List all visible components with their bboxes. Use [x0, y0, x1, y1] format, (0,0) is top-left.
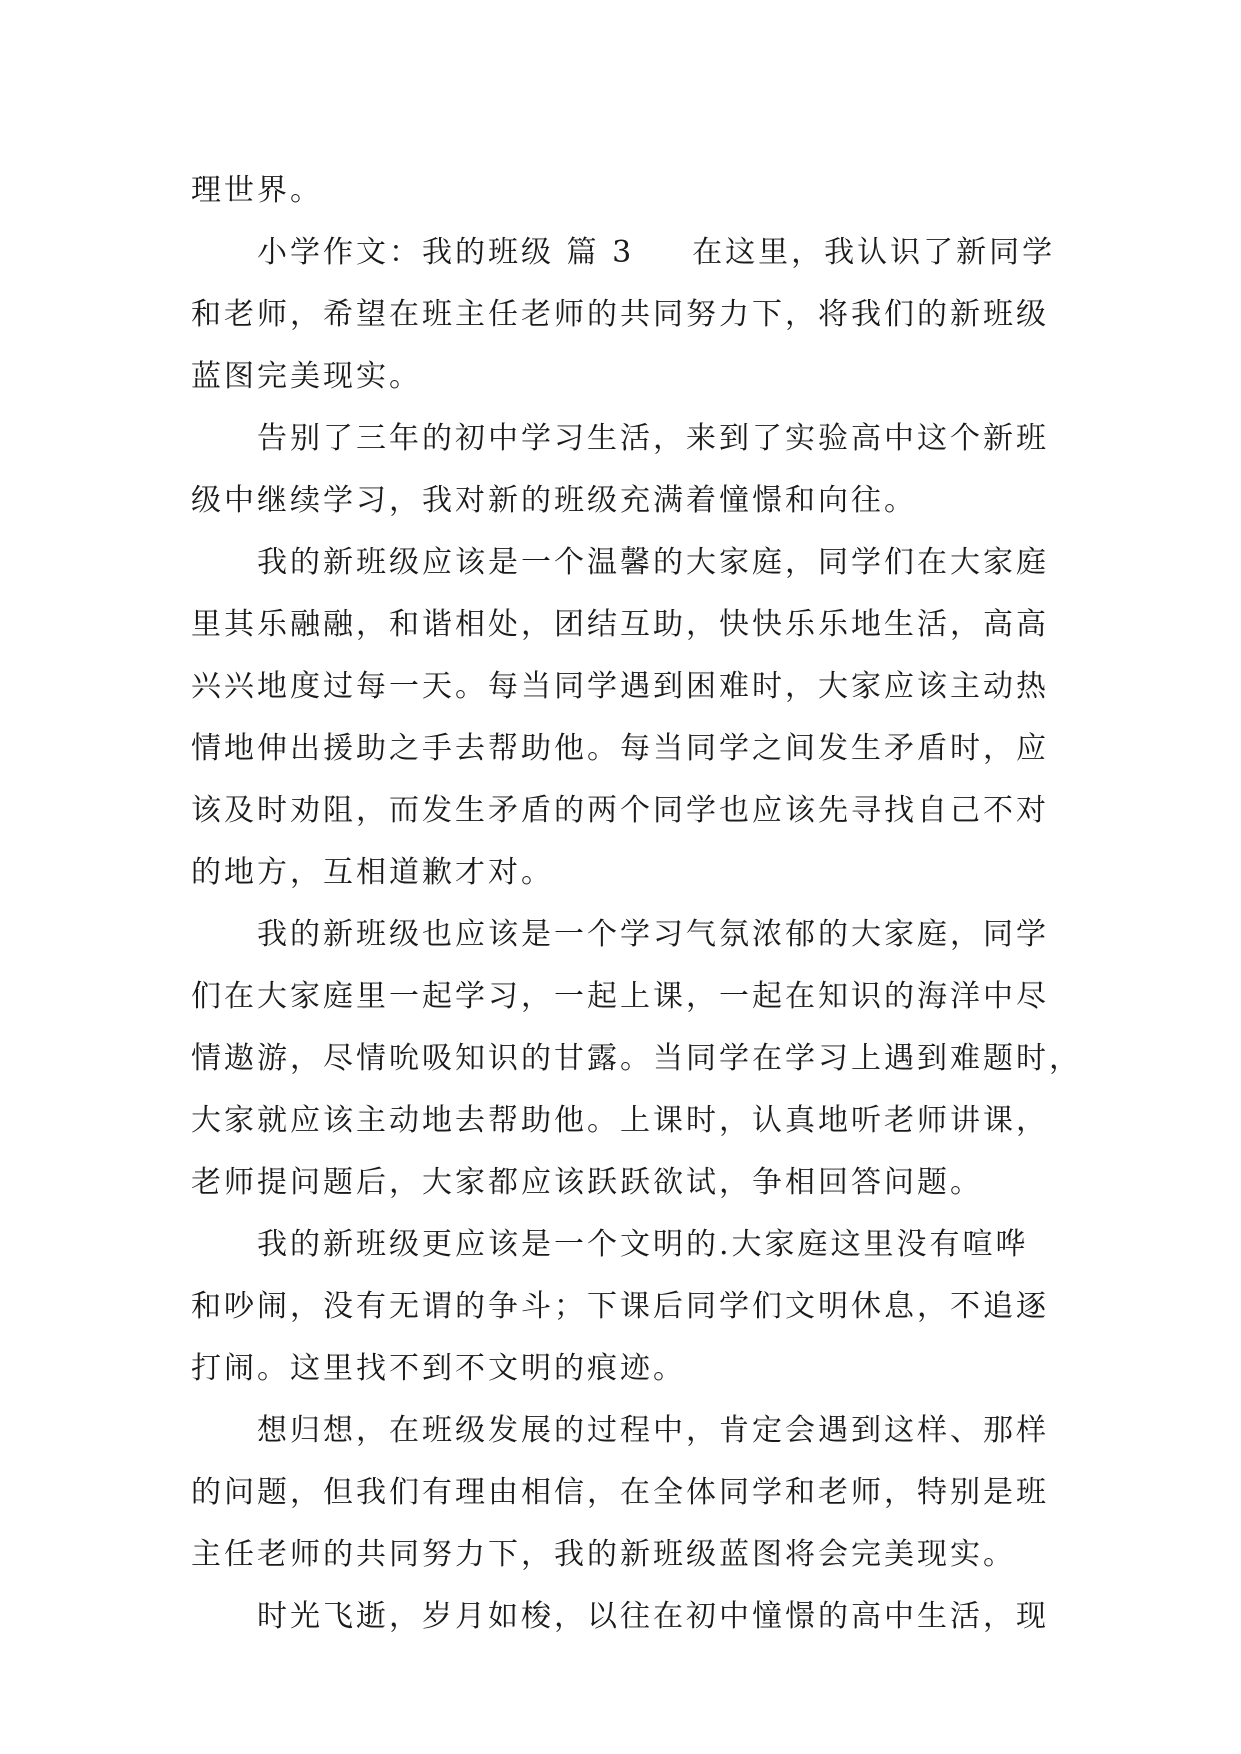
text-line: 和老师，希望在班主任老师的共同努力下，将我们的新班级	[191, 297, 1049, 332]
text-line: 大家就应该主动地去帮助他。上课时，认真地听老师讲课，	[191, 1103, 1049, 1138]
text-line: 们在大家庭里一起学习，一起上课，一起在知识的海洋中尽	[191, 979, 1049, 1014]
document-body	[191, 160, 1082, 1648]
text-line: 老师提问题后，大家都应该跃跃欲试，争相回答问题。	[191, 1165, 983, 1200]
text-line: 兴兴地度过每一天。每当同学遇到困难时，大家应该主动热	[191, 669, 1049, 704]
text-line: 理世界。	[191, 173, 323, 208]
text-line: 我的新班级更应该是一个文明的.大家庭这里没有喧哗	[257, 1227, 1029, 1262]
text-line: 蓝图完美现实。	[191, 359, 422, 394]
text-line: 我的新班级也应该是一个学习气氛浓郁的大家庭，同学	[257, 917, 1049, 952]
text-line: 想归想，在班级发展的过程中，肯定会遇到这样、那样	[257, 1413, 1049, 1448]
text-line: 情遨游，尽情吮吸知识的甘露。当同学在学习上遇到难题时，	[191, 1041, 1082, 1076]
text-line: 在这里，我认识了新同学	[692, 235, 1056, 270]
text-line: 里其乐融融，和谐相处，团结互助，快快乐乐地生活，高高	[191, 607, 1049, 642]
section-title: 小学作文：我的班级 篇 3	[257, 235, 635, 270]
text-line: 情地伸出援助之手去帮助他。每当同学之间发生矛盾时，应	[191, 731, 1049, 766]
text-line: 级中继续学习，我对新的班级充满着憧憬和向往。	[191, 483, 917, 518]
section-heading-line	[191, 222, 1056, 284]
text-line: 的地方，互相道歉才对。	[191, 855, 554, 890]
text-line: 告别了三年的初中学习生活，来到了实验高中这个新班	[257, 421, 1049, 456]
text-line: 该及时劝阻，而发生矛盾的两个同学也应该先寻找自己不对	[191, 793, 1049, 828]
text-line: 打闹。这里找不到不文明的痕迹。	[191, 1351, 686, 1386]
text-line: 我的新班级应该是一个温馨的大家庭，同学们在大家庭	[257, 545, 1049, 580]
text-line: 的问题，但我们有理由相信，在全体同学和老师，特别是班	[191, 1475, 1049, 1510]
text-line: 主任老师的共同努力下，我的新班级蓝图将会完美现实。	[191, 1537, 1016, 1572]
text-line: 和吵闹，没有无谓的争斗；下课后同学们文明休息，不追逐	[191, 1289, 1049, 1324]
text-line: 时光飞逝，岁月如梭，以往在初中憧憬的高中生活，现	[257, 1599, 1049, 1634]
